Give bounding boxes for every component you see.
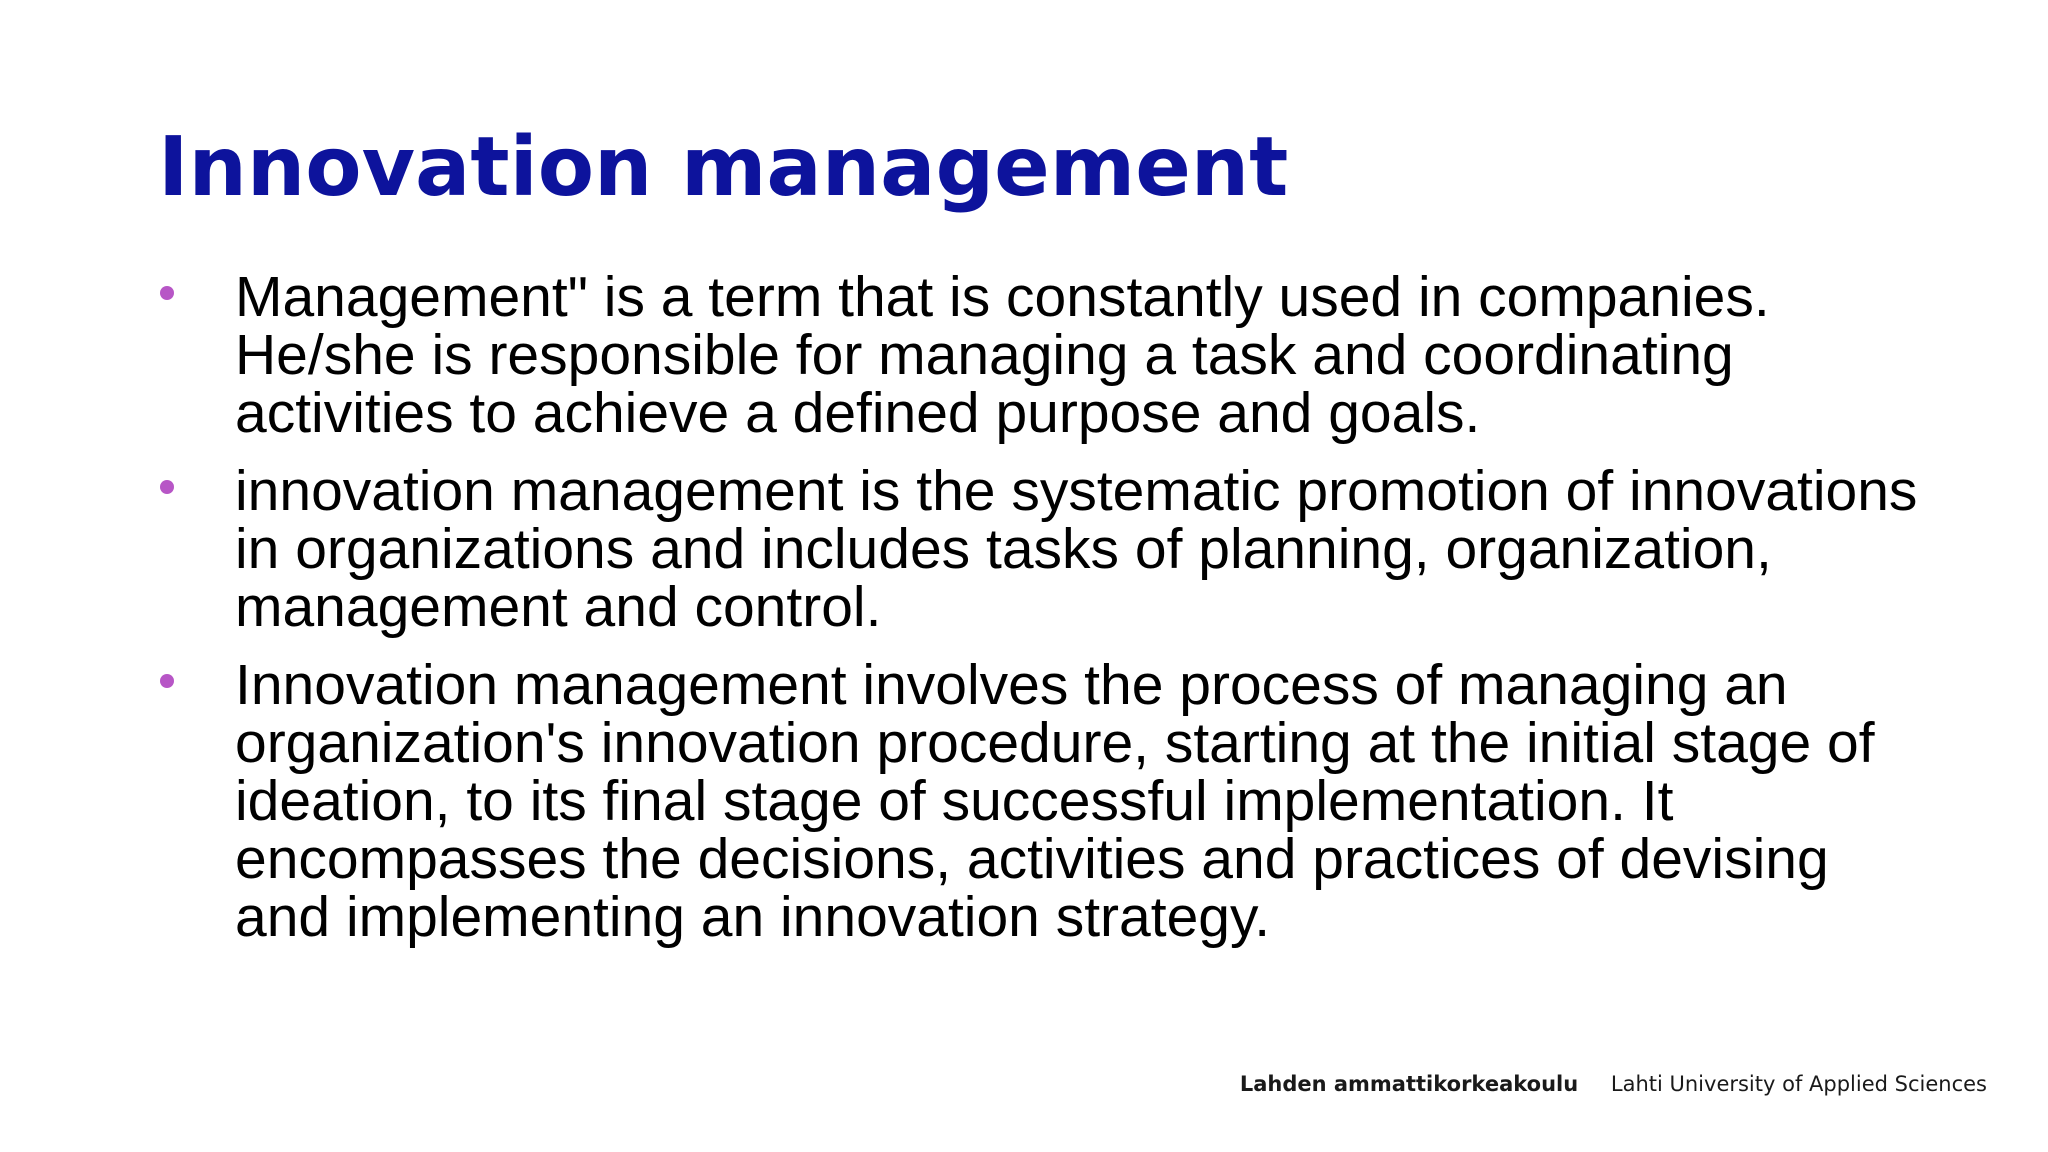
bullet-item — [158, 265, 1918, 445]
bullet-item — [158, 653, 1918, 949]
bullet-list — [158, 265, 1918, 966]
institution-footer — [1240, 1072, 1987, 1096]
slide-title: Innovation management — [158, 120, 1289, 215]
bullet-dot-icon — [160, 480, 174, 494]
bullet-dot-icon — [160, 674, 174, 688]
footer-finnish-name: Lahden ammattikorkeakoulu — [1239, 1072, 1579, 1096]
bullet-text: innovation management is the systematic promotion of innovations in organizations and includes tasks of planning, organization, management and control. — [235, 459, 1918, 639]
bullet-item — [158, 459, 1918, 639]
footer-english-name: Lahti University of Applied Sciences — [1610, 1072, 1987, 1096]
bullet-dot-icon — [160, 286, 174, 300]
bullet-text: Management" is a term that is constantly used in companies. He/she is responsible for managing a task and coordinating activities to achieve a defined purpose and goals. — [235, 265, 1770, 445]
bullet-text: Innovation management involves the process of managing an organization's innovation procedure, starting at the initial stage of ideation, to its final stage of successful implementation. It encompasses the decisions, activities and practices of devising and implementing an innovation strategy. — [235, 653, 1875, 949]
